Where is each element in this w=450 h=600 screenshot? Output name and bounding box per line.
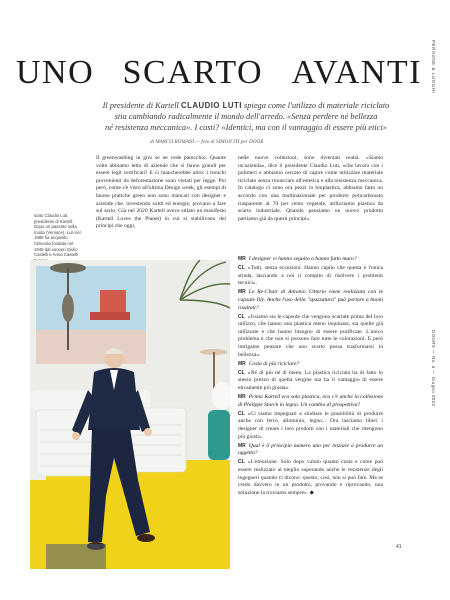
speaker-initials: CL bbox=[238, 410, 245, 417]
interview-text: Costa di più riciclare? bbox=[248, 360, 300, 367]
speaker-initials: CL bbox=[238, 265, 245, 272]
speaker-initials: CL bbox=[238, 313, 245, 320]
interview-question bbox=[238, 361, 383, 369]
standfirst-text: né resistenza meccanica». I costi? «Identici, ma con il vantaggio di essere più etici» bbox=[105, 123, 387, 132]
interview-answer bbox=[238, 411, 383, 441]
interview-question bbox=[238, 289, 383, 312]
section-rubric: PERSONE & LUOGHI bbox=[431, 40, 436, 94]
headline-word: UNO bbox=[16, 54, 95, 91]
headline-word: AVANTI bbox=[291, 54, 422, 91]
interview-text: «Usiamo sia le capsule che vengono scartate prima del loro utilizzo, che hanno una plastica meno inquinata, sia quelle già utilizzate e che hanno bisogno di essere purificate. L'unico problema è che non si possono fare tutte le colorazioni. E però intrigante pensare che uno scarto possa trasformarsi in bellezza». bbox=[238, 313, 383, 358]
interview-text: I designer vi hanno seguito o hanno fatto muro? bbox=[248, 256, 357, 262]
interview-answer bbox=[238, 314, 383, 360]
interview-text: «Ci siamo impegnati a studiare le possibilità di produrre anche con ferro, alluminio, legno... Ora lasciamo liberi i designer di creare i loro prodotti con i materiali che ritengono più giusti». bbox=[238, 410, 383, 440]
speaker-initials: CL bbox=[238, 369, 245, 376]
byline: di MARCO ROMANI — foto di SIMON ITI per DOOR bbox=[150, 139, 264, 145]
interview-question bbox=[238, 256, 383, 264]
interview-answer bbox=[238, 265, 383, 288]
body-paragraph: Il greenwashing in giro se ne vede parecchio. Quante volte abbiamo letto di aziende che si fanno grandi per essere legit certificati? E ci mancherebbe altro: i tronchi provenienti da deforestazione sono vietati per legge. Poi però, come s'è visto all'ultima Design week, gli esempi di buone pratiche green non sono mancati con designer e aziende che, investendo soldi ed energie, provano a fare sul serio. Già nel 2020 Kartell aveva stilato un manifesto (Kartell Loves the Planet) in cui si stabilivano dei principi che oggi, bbox=[96, 155, 226, 230]
speaker-initials: MR bbox=[238, 256, 246, 262]
speaker-initials: MR bbox=[238, 289, 246, 296]
portrait-photo bbox=[30, 260, 230, 569]
issue-folio: DOORS — No. 3 — Giugno 2023 bbox=[431, 330, 436, 407]
speaker-initials: MR bbox=[238, 394, 246, 401]
body-column-2 bbox=[238, 155, 383, 224]
interview-text: Qual è il principio numero uno per iniziare a produrre un oggetto? bbox=[238, 442, 383, 457]
interview-answer bbox=[238, 370, 383, 393]
page-number: 41 bbox=[396, 544, 402, 550]
portrait-illustration bbox=[30, 260, 230, 569]
photo-caption: sotto Claudio Luti, presidente di Kartell. Dopo un passato nella moda (Versace), Luti nel 1988 ha acquisito l'azienda fondata nel 1949 dal suoceri Giulio Castelli e Anna Castelli bbox=[34, 213, 81, 258]
interview-text: «Tutti, senza eccezioni. Hanno capito che questa è l'unica strada, lasciando a noi il compito di risolvere i problemi tecnici». bbox=[238, 265, 383, 287]
speaker-initials: CL bbox=[238, 459, 245, 466]
interview-text: Le Re-Chair di Antonio Citterio viene realizzata con le capsule Illy. Anche l'uso della "spazzatura" può portare a buoni risultati? bbox=[238, 289, 383, 311]
standfirst-text: spiega come l'utilizzo di materiale riciclato bbox=[241, 101, 390, 110]
standfirst-text: Il presidente di Kartell bbox=[102, 101, 181, 110]
interview-text: «Né di più né di meno. La plastica riciclata ha di fatto lo stesso prezzo di quella vergine ma ha il vantaggio di essere eticamente più giusta». bbox=[238, 369, 383, 391]
speaker-initials: MR bbox=[238, 360, 246, 367]
interview-answer bbox=[238, 459, 383, 497]
headline bbox=[16, 56, 422, 90]
interview-text: Prima Kartell era solo plastica, ora c'è anche la collezione di Philippe Starck in legno. Un cambio di prospettiva? bbox=[238, 394, 383, 408]
standfirst-text: stia cambiando radicalmente il mondo dell'arredo. «Senza perdere né bellezza bbox=[114, 112, 378, 121]
interview-column bbox=[238, 256, 383, 499]
standfirst bbox=[76, 100, 416, 133]
headline-word: SCARTO bbox=[122, 54, 264, 91]
standfirst-name: CLAUDIO LUTI bbox=[180, 101, 242, 110]
interview-question bbox=[238, 394, 383, 409]
body-paragraph: nelle nuove collezioni, sono diventati realtà. «Siamo un'azienda», dice il presidente Claudio Luti, «che lavora con i polimeri e abbiamo cercato di capire come utilizzare materiale riciclato senza rinunciare all'estetica e alla resistenza meccanica. In catalogo ci sono ora pezzi in bioplastica, abbiamo fatto un accordo con una multinazionale per produrre policarbonato trasparente al 70 per cento vegetale, utilizziamo plastica da scarto industriale. Quando pensiamo un nuovo prodotto partiamo già da questi principi». bbox=[238, 155, 383, 222]
interview-text: «L'emozione. Solo dopo valuto quanto costa e come può essere realizzato al meglio superando anche le resistenze degli ingegneri quando ci dicono: questo, così, non si può fare. Ma se credo davvero in un prodotto, provando e riprovando, una soluzione la troviamo sempre». ◆ bbox=[238, 459, 383, 496]
body-column-1 bbox=[96, 155, 226, 232]
interview-question bbox=[238, 443, 383, 458]
speaker-initials: MR bbox=[238, 442, 246, 449]
